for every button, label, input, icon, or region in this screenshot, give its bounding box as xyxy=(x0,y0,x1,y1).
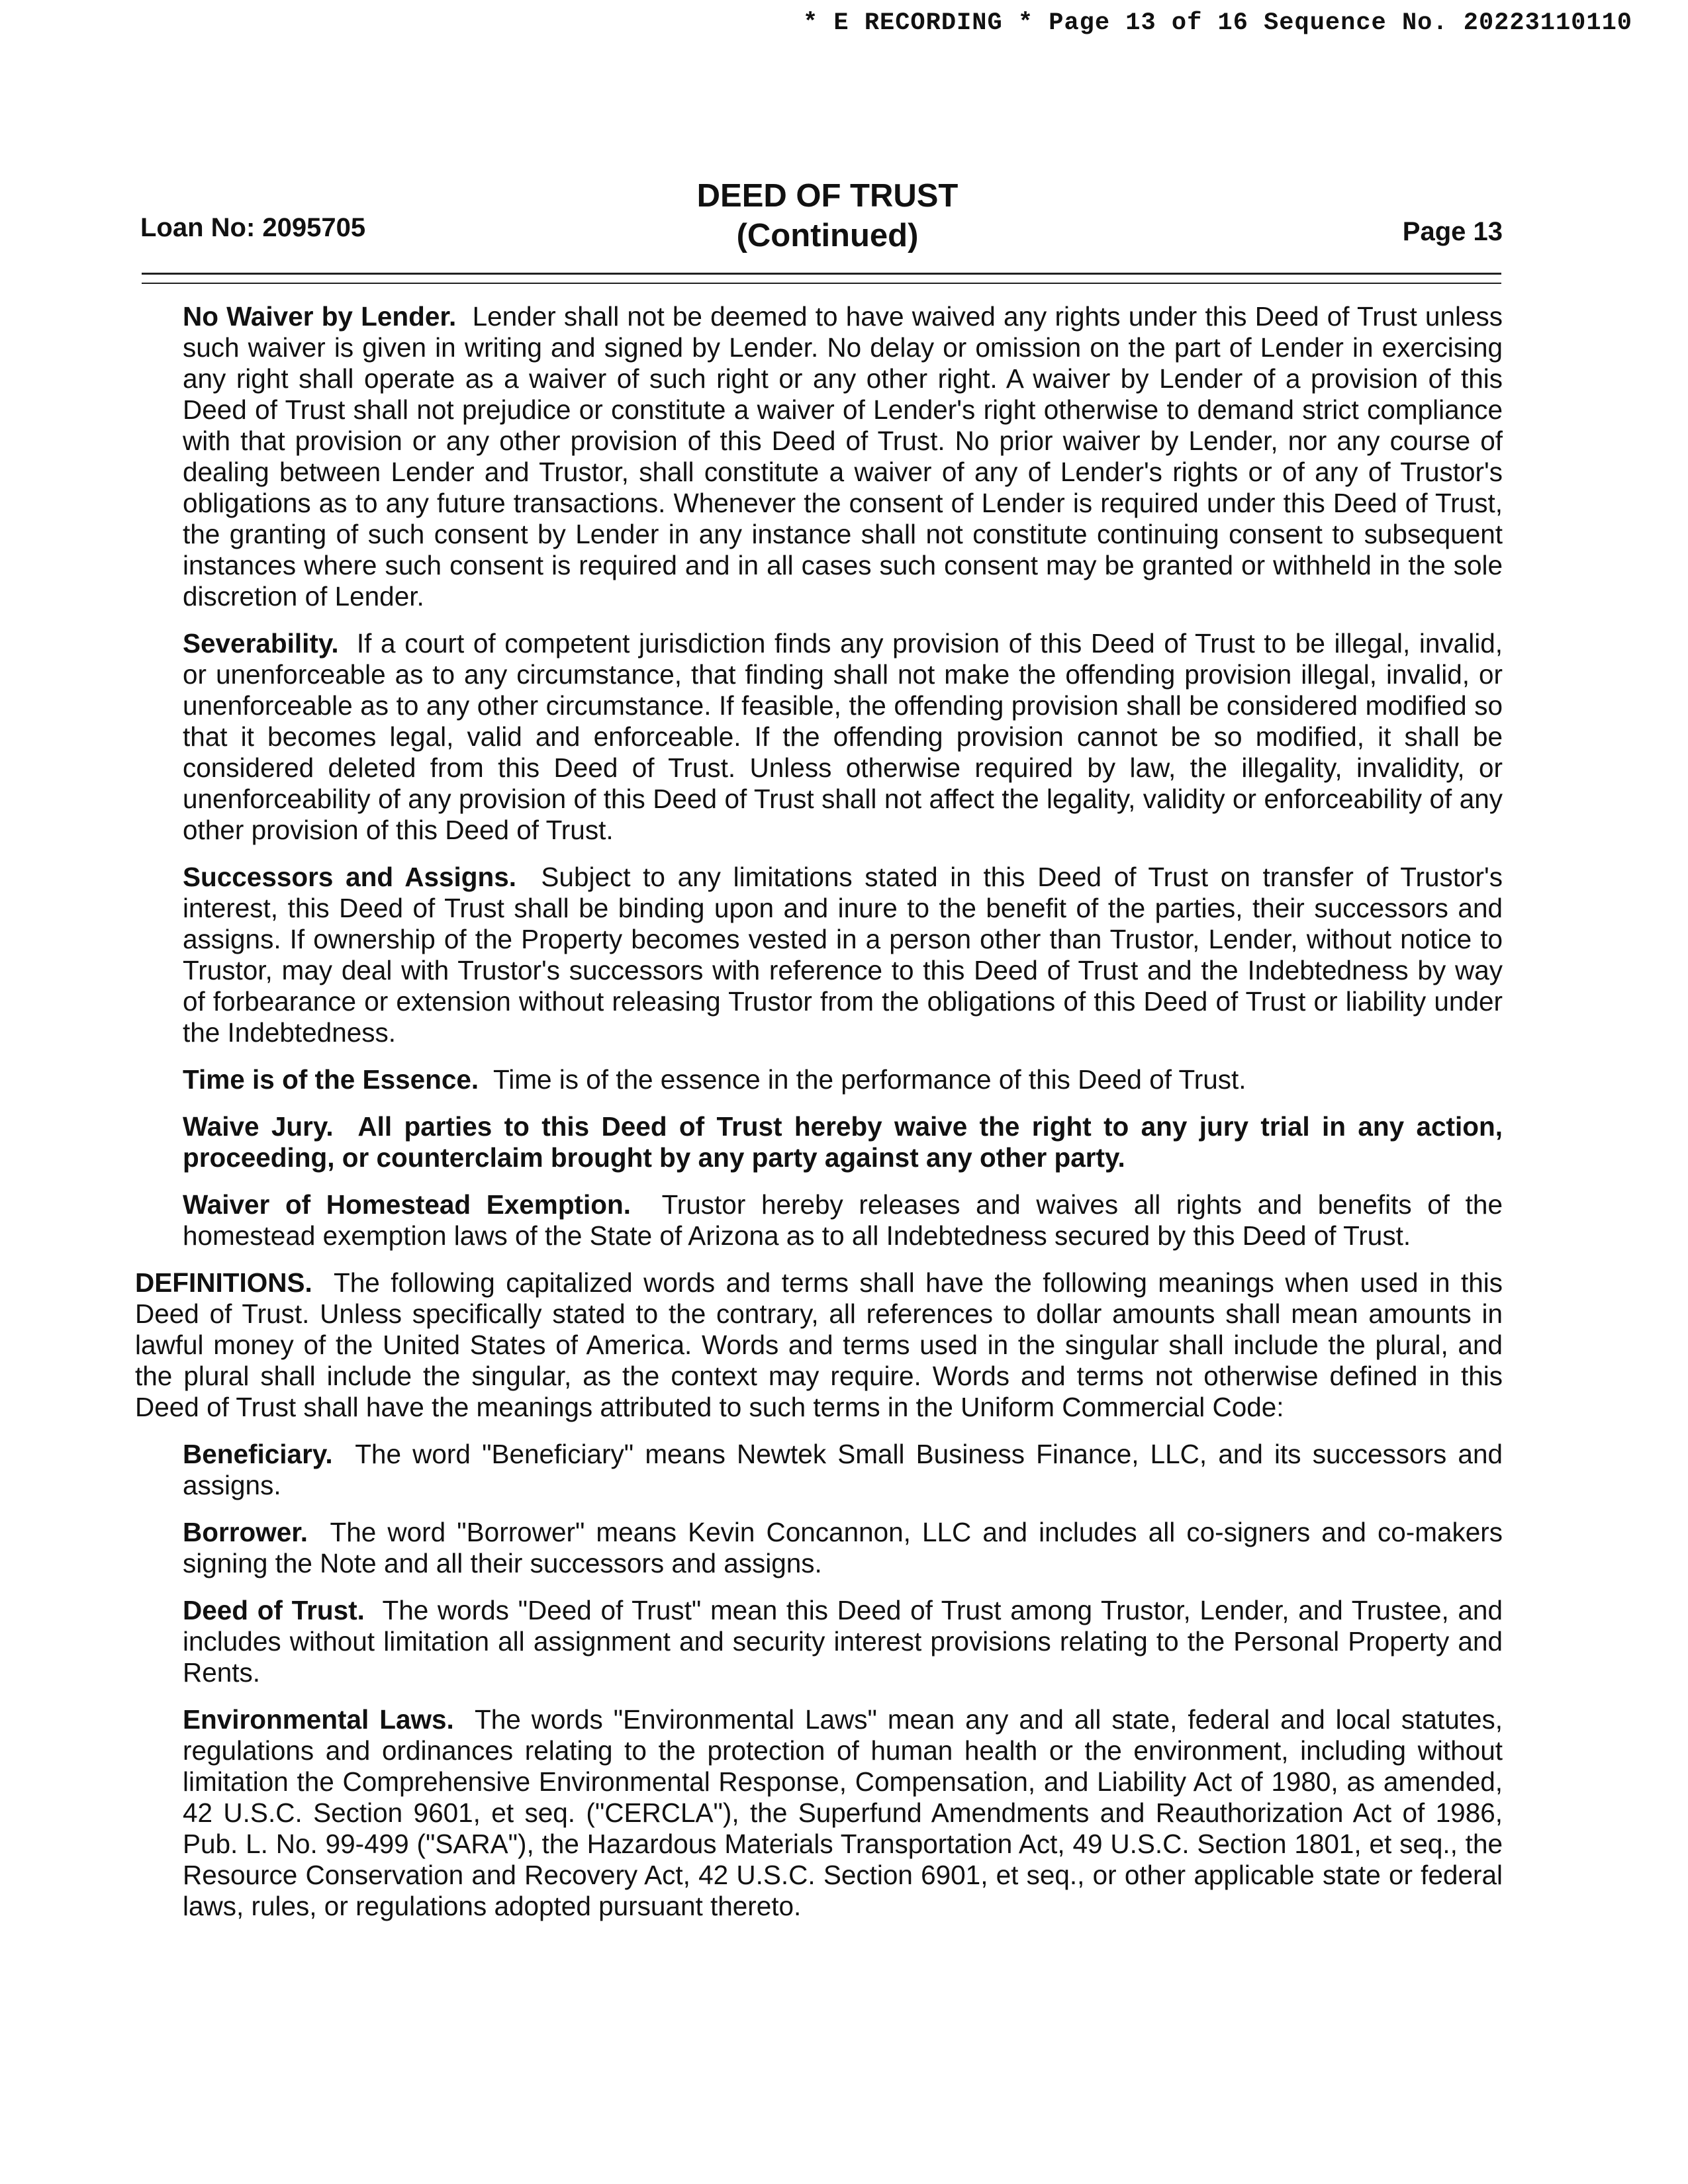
title-line-2: (Continued) xyxy=(736,218,919,253)
definition-environmental-laws xyxy=(183,1704,1503,1922)
section-time-essence xyxy=(183,1064,1503,1095)
section-waive-jury xyxy=(183,1111,1503,1173)
section-text: The following capitalized words and terms shall have the following meanings when used in this Deed of Trust. Unless specifically stated to the contrary, all references to dollar amounts shall mean amounts in lawful money of the United States of America. Words and terms used in the singular shall include the plural, and the plural shall include the singular, as the context may require. Words and terms not otherwise defined in this Deed of Trust shall have the meanings attributed to such terms in the Uniform Commercial Code: xyxy=(135,1267,1503,1422)
section-heading: Waive Jury. xyxy=(183,1111,334,1142)
definition-text: The words "Deed of Trust" mean this Deed of Trust among Trustor, Lender, and Trustee, and includes without limitation all assignment and security interest provisions relating to the Personal Property and Rents. xyxy=(183,1595,1503,1688)
section-text: All parties to this Deed of Trust hereby waive the right to any jury trial in any action, proceeding, or counterclaim brought by any party against any other party. xyxy=(183,1111,1503,1173)
section-severability xyxy=(183,628,1503,846)
section-text: Trustor hereby releases and waives all rights and benefits of the homestead exemption laws of the State of Arizona as to all Indebtedness secured by this Deed of Trust. xyxy=(183,1189,1503,1251)
section-text: Time is of the essence in the performance of this Deed of Trust. xyxy=(492,1064,1246,1095)
loan-number: Loan No: 2095705 xyxy=(140,213,366,242)
definition-text: The word "Beneficiary" means Newtek Small Business Finance, LLC, and its successors and assigns. xyxy=(183,1439,1503,1500)
definition-text: The word "Borrower" means Kevin Concannon, LLC and includes all co-signers and co-makers signing the Note and all their successors and assigns. xyxy=(183,1517,1503,1578)
section-heading: Severability. xyxy=(183,628,339,659)
definition-term: Borrower. xyxy=(183,1517,308,1547)
section-definitions xyxy=(135,1267,1503,1423)
definition-beneficiary xyxy=(183,1439,1503,1501)
definition-text: The words "Environmental Laws" mean any and all state, federal and local statutes, regulations and ordinances relating to the protection of human health or the environment, including without limitation the Comprehensive Environmental Response, Compensation, and Liability Act of 1980, as amended, 42 U.S.C. Section 9601, et seq. ("CERCLA"), the Superfund Amendments and Reauthorization Act of 1986, Pub. L. No. 99-499 ("SARA"), the Hazardous Materials Transportation Act, 49 U.S.C. Section 1801, et seq., the Resource Conservation and Recovery Act, 42 U.S.C. Section 6901, et seq., or other applicable state or federal laws, rules, or regulations adopted pursuant thereto. xyxy=(183,1704,1503,1921)
section-text: Subject to any limitations stated in this Deed of Trust on transfer of Trustor's interest, this Deed of Trust shall be binding upon and inure to the benefit of the parties, their successors and assigns. If ownership of the Property becomes vested in a person other than Trustor, Lender, without notice to Trustor, may deal with Trustor's successors with reference to this Deed of Trust and the Indebtedness by way of forbearance or extension without releasing Trustor from the obligations of this Deed of Trust or liability under the Indebtedness. xyxy=(183,862,1503,1048)
header-rule-bottom xyxy=(142,283,1501,284)
section-text: If a court of competent jurisdiction finds any provision of this Deed of Trust to be illegal, invalid, or unenforceable as to any circumstance, that finding shall not make the offending provision illegal, invalid, or unenforceable as to any other circumstance. If feasible, the offending provision shall be considered modified so that it becomes legal, valid and enforceable. If the offending provision cannot be so modified, it shall be considered deleted from this Deed of Trust. Unless otherwise required by law, the illegality, invalidity, or unenforceability of any provision of this Deed of Trust shall not affect the legality, validity or enforceability of any other provision of this Deed of Trust. xyxy=(183,628,1503,845)
page-number: Page 13 xyxy=(1402,217,1503,246)
section-homestead xyxy=(183,1189,1503,1251)
section-heading: Successors and Assigns. xyxy=(183,862,517,892)
section-text: Lender shall not be deemed to have waived any rights under this Deed of Trust unless such waiver is given in writing and signed by Lender. No delay or omission on the part of Lender in exercising any right shall operate as a waiver of such right or any other right. A waiver by Lender of a provision of this Deed of Trust shall not prejudice or constitute a waiver of Lender's right otherwise to demand strict compliance with that provision or any other provision of this Deed of Trust. No prior waiver by Lender, nor any course of dealing between Lender and Trustor, shall constitute a waiver of any of Lender's rights or of any of Trustor's obligations as to any future transactions. Whenever the consent of Lender is required under this Deed of Trust, the granting of such consent by Lender in any instance shall not constitute continuing consent to subsequent instances where such consent is required and in all cases such consent may be granted or withheld in the sole discretion of Lender. xyxy=(183,301,1503,612)
definition-deed-of-trust xyxy=(183,1595,1503,1688)
section-successors xyxy=(183,862,1503,1048)
recording-stamp: * E RECORDING * Page 13 of 16 Sequence No. 20223110110 xyxy=(803,9,1632,37)
section-heading: Waiver of Homestead Exemption. xyxy=(183,1189,632,1220)
definition-term: Deed of Trust. xyxy=(183,1595,365,1625)
section-heading: DEFINITIONS. xyxy=(135,1267,312,1298)
definition-borrower xyxy=(183,1517,1503,1579)
definition-term: Beneficiary. xyxy=(183,1439,333,1469)
section-heading: Time is of the Essence. xyxy=(183,1064,479,1095)
section-heading: No Waiver by Lender. xyxy=(183,301,457,332)
title-line-1: DEED OF TRUST xyxy=(696,178,959,214)
definition-term: Environmental Laws. xyxy=(183,1704,454,1735)
header-rule-top xyxy=(142,273,1501,275)
document-body xyxy=(135,301,1503,1938)
section-no-waiver xyxy=(183,301,1503,612)
